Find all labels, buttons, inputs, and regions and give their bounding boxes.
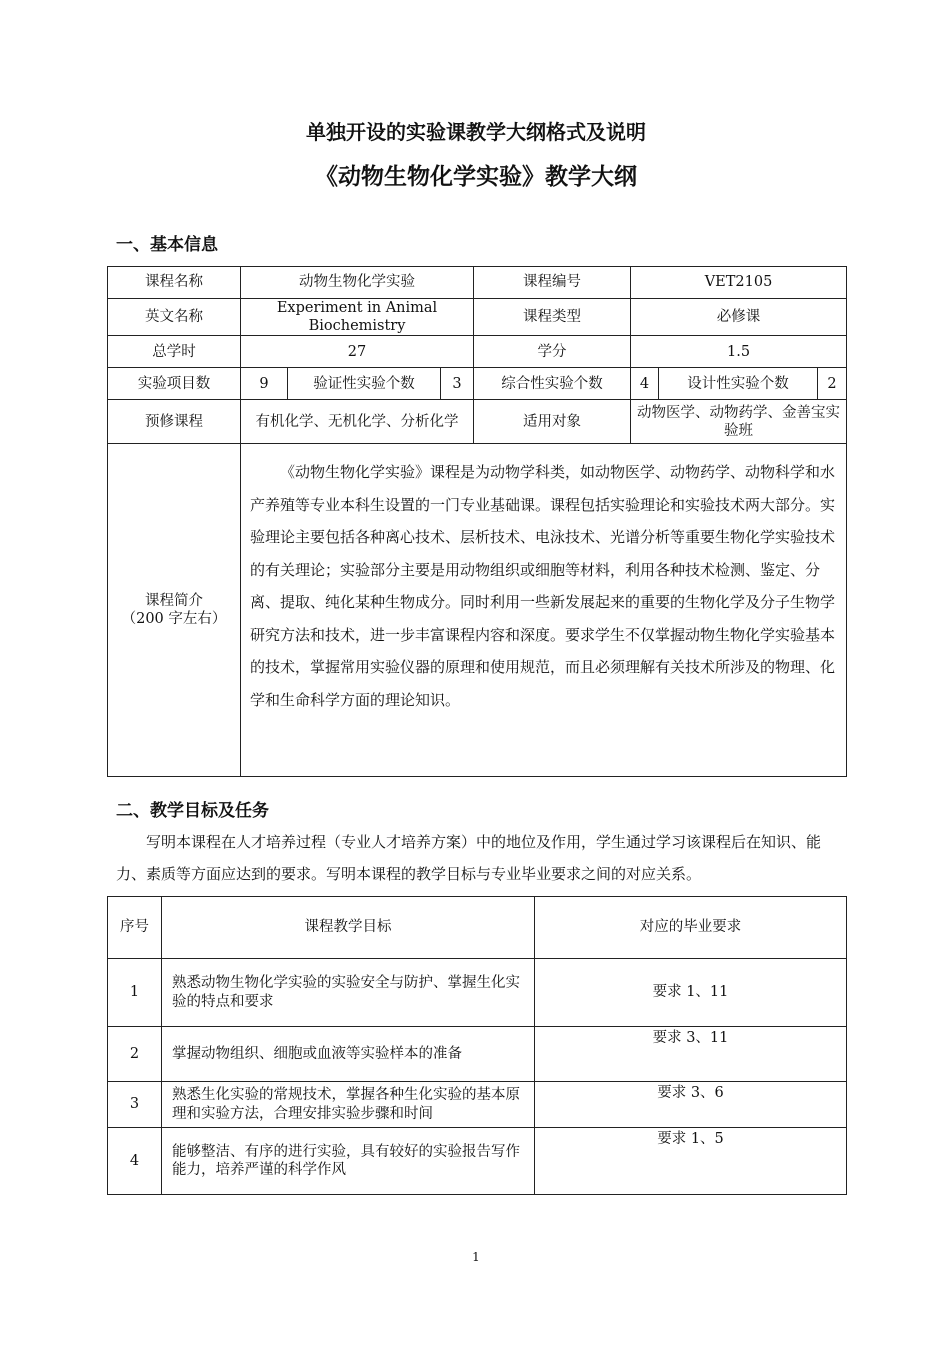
total-hours-value: 27 (241, 336, 474, 368)
comprehensive-label: 综合性实验个数 (474, 368, 631, 400)
course-intro: 《动物生物化学实验》课程是为动物学科类，如动物医学、动物药学、动物科学和水产养殖等专业本科生设置的一门专业基础课。课程包括实验理论和实验技术两大部分。实验理论主要包括各种离心技术、层析技术、电泳技术、光谱分析等重要生物化学实验技术的有关理论；实验部分主要是用动物组织或细胞等材料，利用各种技术检测、鉴定、分离、提取、纯化某种生物成分。同时利用一些新发展起来的重要的生物化学及分子生物学研究方法和技术，进一步丰富课程内容和深度。要求学生不仅掌握动物生物化学实验基本的技术，掌握常用实验仪器的原理和使用规范，而且必须理解有关技术所涉及的物理、化学和生命科学方面的理论知识。 (241, 444, 847, 777)
prereq-value: 有机化学、无机化学、分析化学 (241, 400, 474, 444)
goals-header-goal: 课程教学目标 (162, 897, 535, 959)
goal-requirement: 要求 1、5 (535, 1128, 847, 1195)
course-type-value: 必修课 (631, 299, 847, 336)
projects-value: 9 (241, 368, 288, 400)
page-number: 1 (472, 1250, 480, 1264)
verify-value: 3 (441, 368, 474, 400)
goal-text: 掌握动物组织、细胞或血液等实验样本的准备 (162, 1027, 535, 1082)
goals-header-no: 序号 (108, 897, 162, 959)
course-name-label: 课程名称 (108, 267, 241, 299)
goal-no: 3 (108, 1082, 162, 1128)
goal-requirement: 要求 3、6 (535, 1082, 847, 1128)
goal-text: 能够整洁、有序的进行实验，具有较好的实验报告写作能力，培养严谨的科学作风 (162, 1128, 535, 1195)
goal-requirement: 要求 1、11 (535, 959, 847, 1027)
goal-no: 2 (108, 1027, 162, 1082)
total-hours-label: 总学时 (108, 336, 241, 368)
goal-requirement: 要求 3、11 (535, 1027, 847, 1082)
document-title: 单独开设的实验课教学大纲格式及说明 (306, 120, 646, 144)
target-label: 适用对象 (474, 400, 631, 444)
target-value: 动物医学、动物药学、金善宝实验班 (631, 400, 847, 444)
design-value: 2 (818, 368, 847, 400)
goals-header-req: 对应的毕业要求 (535, 897, 847, 959)
syllabus-title: 《动物生物化学实验》教学大纲 (315, 164, 637, 190)
intro-label-note: （200 字左右） (121, 611, 227, 628)
goal-no: 4 (108, 1128, 162, 1195)
course-name-value: 动物生物化学实验 (241, 267, 474, 299)
projects-label: 实验项目数 (108, 368, 241, 400)
credits-label: 学分 (474, 336, 631, 368)
prereq-label: 预修课程 (108, 400, 241, 444)
basic-info-table (107, 266, 847, 777)
english-name-value: Experiment in Animal Biochemistry (241, 299, 474, 336)
english-name-label: 英文名称 (108, 299, 241, 336)
section-heading-goals: 二、教学目标及任务 (116, 801, 269, 821)
verify-label: 验证性实验个数 (288, 368, 441, 400)
intro-label: 课程简介 (145, 593, 203, 610)
section-heading-basic-info: 一、基本信息 (116, 235, 218, 255)
credits-value: 1.5 (631, 336, 847, 368)
course-type-label: 课程类型 (474, 299, 631, 336)
intro-label-cell (108, 444, 241, 777)
goals-table (107, 896, 847, 1195)
comprehensive-value: 4 (631, 368, 659, 400)
course-code-value: VET2105 (631, 267, 847, 299)
design-label: 设计性实验个数 (659, 368, 818, 400)
goal-no: 1 (108, 959, 162, 1027)
goal-text: 熟悉动物生物化学实验的实验安全与防护、掌握生化实验的特点和要求 (162, 959, 535, 1027)
course-code-label: 课程编号 (474, 267, 631, 299)
goals-paragraph: 写明本课程在人才培养过程（专业人才培养方案）中的地位及作用，学生通过学习该课程后在知识、能力、素质等方面应达到的要求。写明本课程的教学目标与专业毕业要求之间的对应关系。 (116, 833, 822, 883)
goal-text: 熟悉生化实验的常规技术，掌握各种生化实验的基本原理和实验方法，合理安排实验步骤和时间 (162, 1082, 535, 1128)
